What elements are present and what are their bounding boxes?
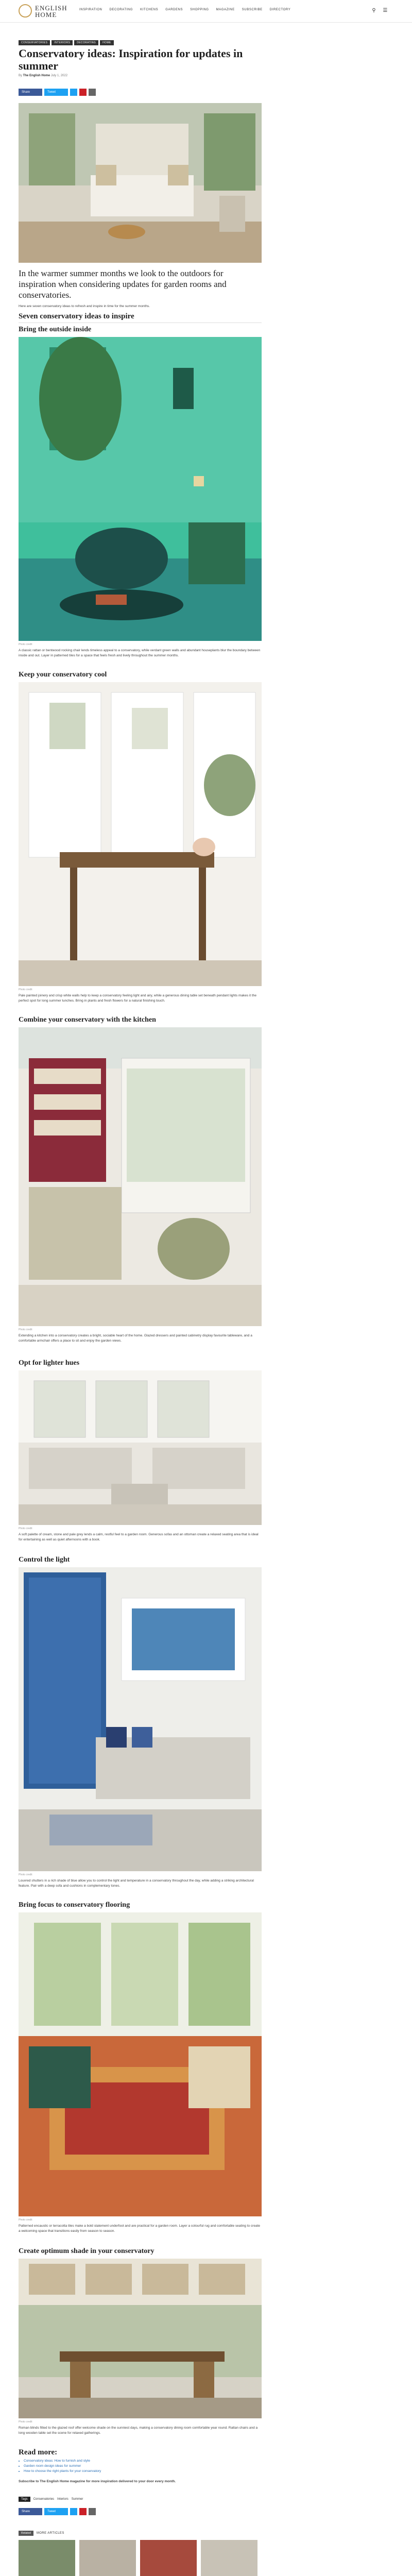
share-bar-bottom: [19, 2508, 96, 2515]
related-card[interactable]: [79, 2540, 136, 2576]
logo-text-line1: ENGLISH: [35, 4, 67, 12]
article-title: Conservatory ideas: Inspiration for updates in summer: [19, 47, 243, 72]
nav-item[interactable]: DIRECTORY: [269, 8, 291, 11]
article-tag[interactable]: CONSERVATORIES: [19, 40, 50, 45]
byline-date: July 1, 2022: [50, 74, 68, 77]
related-card-image[interactable]: [140, 2540, 197, 2576]
section-1-text: A classic rattan or bentwood rocking chair lends timeless appeal to a conservatory, while verdant green walls and abundant houseplants blur the boundary between inside and out. Layer in patterned tiles for a space that feels fresh and lively throughout the summer months.: [19, 649, 261, 657]
section-6-heading: Bring focus to conservatory flooring: [19, 1901, 130, 1909]
section-1-image: [19, 337, 262, 641]
site-header: [0, 0, 412, 23]
section-5-heading: Control the light: [19, 1556, 70, 1564]
section-7-caption: Photo credit: [19, 2420, 32, 2424]
section-2-text: Pale painted joinery and crisp white walls help to keep a conservatory feeling light and airy, while a generous dining table set beneath pendant lights makes it the perfect spot for long summer lunches. Bring in plants and fresh flowers for a natural finishing touch.: [19, 994, 257, 1003]
main-nav: [79, 8, 290, 11]
nav-item[interactable]: SUBSCRIBE: [242, 8, 263, 11]
section-7-image: [19, 2259, 262, 2418]
share-twitter-icon[interactable]: [70, 89, 77, 96]
section-4-caption: Photo credit: [19, 1527, 32, 1530]
section-6-caption: Photo credit: [19, 2218, 32, 2222]
share-bar: [19, 89, 96, 96]
section-3-caption: Photo credit: [19, 1328, 32, 1331]
nav-item[interactable]: INSPIRATION: [79, 8, 102, 11]
article-tag[interactable]: INTERIORS: [52, 40, 73, 45]
share-twitter-button[interactable]: Tweet: [44, 89, 68, 96]
nav-item[interactable]: MAGAZINE: [216, 8, 235, 11]
section-6-image: [19, 1912, 262, 2216]
tag-link[interactable]: Interiors: [57, 2498, 68, 2501]
subscribe-note: Subscribe to The English Home magazine for more inspiration delivered to your door every month.: [19, 2480, 176, 2483]
article-tags-footer: [19, 2497, 83, 2502]
related-card-image[interactable]: [201, 2540, 258, 2576]
byline-prefix: By: [19, 74, 23, 77]
nav-item[interactable]: KITCHENS: [140, 8, 159, 11]
related-card-image[interactable]: [19, 2540, 75, 2576]
section-4-image: [19, 1370, 262, 1525]
read-more-link[interactable]: • Garden room design ideas for summer: [24, 2464, 101, 2469]
menu-icon[interactable]: ☰: [383, 8, 388, 13]
section-heading: Seven conservatory ideas to inspire: [19, 312, 134, 320]
section-6-text: Patterned encaustic or terracotta tiles make a bold statement underfoot and are practical for a garden room. Layer a colourful rug and comfortable seating to create a welcoming space that transitions easily from season to season.: [19, 2224, 260, 2233]
related-card[interactable]: [140, 2540, 197, 2576]
share-pinterest-icon[interactable]: [79, 2508, 87, 2515]
search-icon[interactable]: ⚲: [372, 8, 376, 13]
section-2-heading: Keep your conservatory cool: [19, 671, 107, 679]
related-label: Related: [19, 2531, 33, 2536]
share-facebook-button[interactable]: Share: [19, 89, 42, 96]
related-header: [19, 2531, 64, 2536]
share-pinterest-icon[interactable]: [79, 89, 87, 96]
tag-link[interactable]: Conservatories: [33, 2498, 55, 2501]
read-more-heading: Read more:: [19, 2448, 58, 2456]
read-more-link[interactable]: • Conservatory ideas: How to furnish and style: [24, 2459, 101, 2464]
section-1-caption: Photo credit: [19, 643, 32, 646]
share-twitter-icon[interactable]: [70, 2508, 77, 2515]
tag-link[interactable]: Summer: [71, 2498, 83, 2501]
read-more-list: [24, 2459, 101, 2474]
share-email-icon[interactable]: [89, 89, 96, 96]
section-5-image: [19, 1567, 262, 1871]
article-lead: In the warmer summer months we look to the outdoors for inspiration when considering updates for garden rooms and conservatories.: [19, 268, 227, 300]
share-email-icon[interactable]: [89, 2508, 96, 2515]
section-4-heading: Opt for lighter hues: [19, 1359, 80, 1367]
section-2-caption: Photo credit: [19, 988, 32, 991]
article-byline: [19, 74, 67, 77]
related-card[interactable]: [201, 2540, 258, 2576]
section-4-text: A soft palette of cream, stone and pale grey lends a calm, restful feel to a garden room. Generous sofas and an ottoman create a relaxed seating area that is ideal for entertaining as well as quiet afternoons with a book.: [19, 1533, 259, 1541]
article-tags: [19, 40, 114, 45]
related-title: MORE ARTICLES: [36, 2532, 64, 2535]
section-2-image: [19, 682, 262, 986]
nav-item[interactable]: SHOPPING: [190, 8, 209, 11]
logo-emblem-icon: [19, 4, 32, 18]
section-3-image: [19, 1027, 262, 1326]
section-5-caption: Photo credit: [19, 1873, 32, 1876]
byline-author[interactable]: The English Home: [23, 74, 50, 77]
site-logo[interactable]: [19, 3, 75, 20]
section-7-text: Roman blinds fitted to the glazed roof offer welcome shade on the sunniest days, making a conservatory dining room comfortable year round. Rattan chairs and a long wooden table set the scene for relaxed gatherings.: [19, 2426, 258, 2435]
section-3-heading: Combine your conservatory with the kitchen: [19, 1016, 156, 1024]
read-more-link[interactable]: • How to choose the right plants for your conservatory: [24, 2469, 101, 2474]
related-articles: [19, 2540, 258, 2576]
nav-item[interactable]: DECORATING: [109, 8, 133, 11]
nav-item[interactable]: GARDENS: [165, 8, 183, 11]
section-5-text: Louvred shutters in a rich shade of blue allow you to control the light and temperature in a conservatory throughout the day, while adding a striking architectural feature. Pair with a deep sofa and cushions in complementary tones.: [19, 1879, 254, 1888]
related-card[interactable]: [19, 2540, 75, 2576]
hero-image: [19, 103, 262, 263]
share-twitter-button[interactable]: Tweet: [44, 2508, 68, 2515]
tags-label: Tags: [19, 2497, 30, 2502]
section-1-heading: Bring the outside inside: [19, 326, 92, 333]
sidebar-ad: [269, 31, 392, 175]
article-tag[interactable]: HOME: [100, 40, 114, 45]
logo-text-line2: HOME: [35, 11, 57, 19]
section-7-heading: Create optimum shade in your conservatory: [19, 2247, 154, 2255]
related-card-image[interactable]: [79, 2540, 136, 2576]
share-facebook-button[interactable]: Share: [19, 2508, 42, 2515]
article-intro: Here are seven conservatory ideas to refresh and inspire in time for the summer months.: [19, 304, 150, 308]
article-tag[interactable]: DECORATING: [74, 40, 98, 45]
section-3-text: Extending a kitchen into a conservatory creates a bright, sociable heart of the home. Glazed dressers and painted cabinetry display favourite tableware, and a comfortable armchair offers a place to sit and enjoy the garden views.: [19, 1334, 252, 1343]
